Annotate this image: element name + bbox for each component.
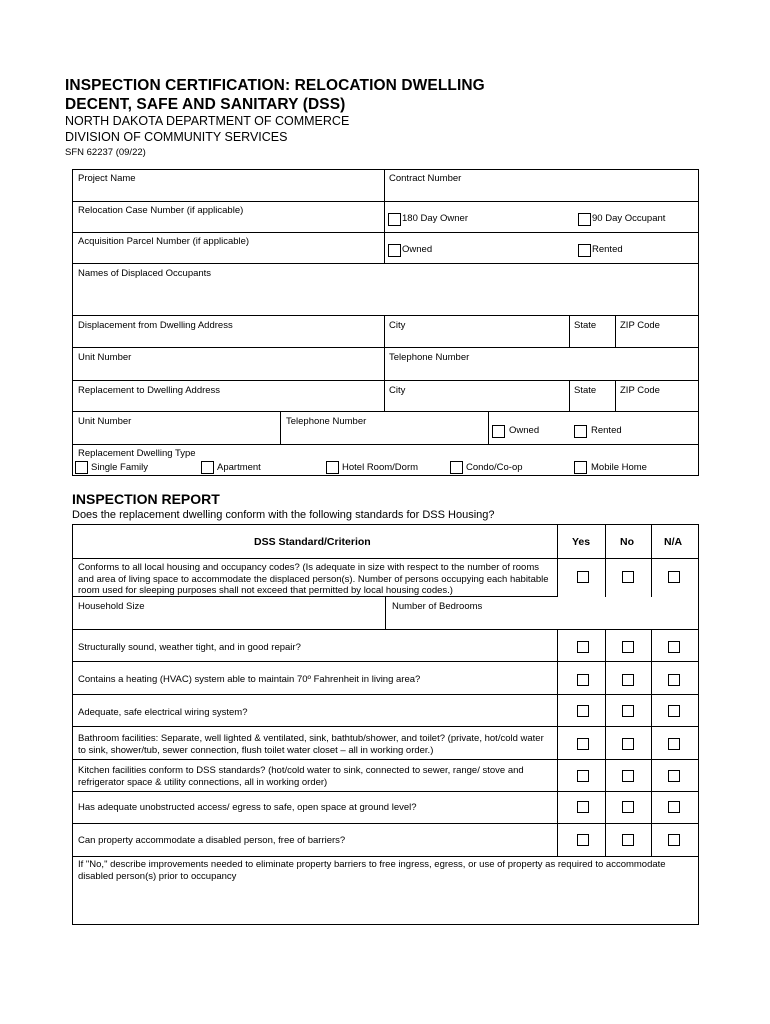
form-title-line1: INSPECTION CERTIFICATION: RELOCATION DWELLING	[65, 77, 485, 94]
na-column-header: N/A	[664, 536, 683, 548]
no-column-header: No	[620, 536, 634, 548]
inspection-report-heading: INSPECTION REPORT	[72, 491, 220, 507]
yes-column-header: Yes	[572, 536, 591, 548]
criterion-kitchen: Kitchen facilities conform to DSS standards? (hot/cold water to sink, connected to sewer, range/ stove and refrigerator space & utility connections, all in working order)	[78, 765, 524, 788]
owned-checkbox[interactable]	[388, 244, 401, 257]
project-name-field[interactable]: Project Name	[78, 173, 136, 184]
barrier-improvements-field[interactable]: If "No," describe improvements needed to eliminate property barriers to free ingress, egress, or use of property as required to accommodate disabled person(s) prior to occupancy	[78, 859, 666, 882]
disabled-yes-checkbox[interactable]	[577, 834, 589, 846]
hotel-room-checkbox[interactable]	[326, 461, 339, 474]
acquisition-parcel-number-field[interactable]: Acquisition Parcel Number (if applicable)	[78, 236, 250, 247]
single-family-checkbox[interactable]	[75, 461, 88, 474]
disabled-na-checkbox[interactable]	[668, 834, 680, 846]
division-name: DIVISION OF COMMUNITY SERVICES	[65, 130, 288, 144]
displacement-address-field[interactable]: Displacement from Dwelling Address	[78, 320, 233, 331]
inspection-question: Does the replacement dwelling conform with the following standards for DSS Housing?	[72, 509, 495, 521]
condo-label: Condo/Co-op	[466, 462, 523, 473]
replacement-state-field[interactable]: State	[574, 385, 597, 396]
local-codes-no-checkbox[interactable]	[622, 571, 634, 583]
form-number: SFN 62237 (09/22)	[65, 147, 146, 158]
criterion-electrical: Adequate, safe electrical wiring system?	[78, 707, 248, 718]
electrical-no-checkbox[interactable]	[622, 705, 634, 717]
rented-checkbox[interactable]	[578, 244, 591, 257]
rented-label: Rented	[592, 244, 623, 255]
telephone-number-field[interactable]: Telephone Number	[389, 352, 470, 363]
replacement-city-field[interactable]: City	[389, 385, 406, 396]
number-of-bedrooms-field[interactable]: Number of Bedrooms	[392, 601, 483, 612]
criterion-structurally-sound: Structurally sound, weather tight, and in good repair?	[78, 642, 301, 653]
owner-180-checkbox[interactable]	[388, 213, 401, 226]
criterion-column-header: DSS Standard/Criterion	[254, 536, 371, 548]
displacement-zip-field[interactable]: ZIP Code	[620, 320, 660, 331]
kitchen-na-checkbox[interactable]	[668, 770, 680, 782]
replacement-telephone-field[interactable]: Telephone Number	[286, 416, 367, 427]
owner-180-label: 180 Day Owner	[402, 213, 469, 224]
replacement-rented-label: Rented	[591, 425, 622, 436]
replacement-owned-label: Owned	[509, 425, 540, 436]
displacement-state-field[interactable]: State	[574, 320, 597, 331]
criterion-local-codes: Conforms to all local housing and occupancy codes? (Is adequate in size with respect to the number of rooms and area of living space to accommodate the displaced person(s). Number of persons occupying each habitable room used for sleeping purposes shall not exceed that permitted by local housing codes.)	[78, 562, 549, 596]
replacement-unit-number-field[interactable]: Unit Number	[78, 416, 132, 427]
single-family-label: Single Family	[91, 462, 149, 473]
mobile-home-label: Mobile Home	[591, 462, 647, 473]
relocation-case-number-field[interactable]: Relocation Case Number (if applicable)	[78, 205, 244, 216]
replacement-rented-checkbox[interactable]	[574, 425, 587, 438]
condo-checkbox[interactable]	[450, 461, 463, 474]
access-yes-checkbox[interactable]	[577, 801, 589, 813]
apartment-label: Apartment	[217, 462, 261, 473]
heating-na-checkbox[interactable]	[668, 674, 680, 686]
occupant-90-label: 90 Day Occupant	[592, 213, 666, 224]
hotel-room-label: Hotel Room/Dorm	[342, 462, 419, 473]
criterion-heating: Contains a heating (HVAC) system able to maintain 70º Fahrenheit in living area?	[78, 674, 421, 685]
occupant-90-checkbox[interactable]	[578, 213, 591, 226]
department-name: NORTH DAKOTA DEPARTMENT OF COMMERCE	[65, 114, 350, 128]
access-no-checkbox[interactable]	[622, 801, 634, 813]
household-size-field[interactable]: Household Size	[78, 601, 145, 612]
form-title-line2: DECENT, SAFE AND SANITARY (DSS)	[65, 96, 346, 113]
electrical-yes-checkbox[interactable]	[577, 705, 589, 717]
criterion-disabled-access: Can property accommodate a disabled person, free of barriers?	[78, 835, 346, 846]
disabled-no-checkbox[interactable]	[622, 834, 634, 846]
heating-yes-checkbox[interactable]	[577, 674, 589, 686]
mobile-home-checkbox[interactable]	[574, 461, 587, 474]
apartment-checkbox[interactable]	[201, 461, 214, 474]
dwelling-type-label: Replacement Dwelling Type	[78, 448, 196, 459]
criterion-bathroom: Bathroom facilities: Separate, well lighted & ventilated, sink, bathtub/shower, and toilet? (private, hot/cold water to sink, shower/tub, sewer connection, flush toilet water closet – all in working order.)	[78, 733, 544, 756]
criterion-access-egress: Has adequate unobstructed access/ egress to safe, open space at ground level?	[78, 802, 417, 813]
bathroom-na-checkbox[interactable]	[668, 738, 680, 750]
bathroom-yes-checkbox[interactable]	[577, 738, 589, 750]
replacement-address-field[interactable]: Replacement to Dwelling Address	[78, 385, 221, 396]
electrical-na-checkbox[interactable]	[668, 705, 680, 717]
structural-yes-checkbox[interactable]	[577, 641, 589, 653]
displaced-occupants-field[interactable]: Names of Displaced Occupants	[78, 268, 212, 279]
access-na-checkbox[interactable]	[668, 801, 680, 813]
kitchen-no-checkbox[interactable]	[622, 770, 634, 782]
local-codes-na-checkbox[interactable]	[668, 571, 680, 583]
owned-label: Owned	[402, 244, 433, 255]
local-codes-yes-checkbox[interactable]	[577, 571, 589, 583]
contract-number-field[interactable]: Contract Number	[389, 173, 462, 184]
replacement-zip-field[interactable]: ZIP Code	[620, 385, 660, 396]
structural-no-checkbox[interactable]	[622, 641, 634, 653]
structural-na-checkbox[interactable]	[668, 641, 680, 653]
replacement-owned-checkbox[interactable]	[492, 425, 505, 438]
kitchen-yes-checkbox[interactable]	[577, 770, 589, 782]
bathroom-no-checkbox[interactable]	[622, 738, 634, 750]
heating-no-checkbox[interactable]	[622, 674, 634, 686]
unit-number-field[interactable]: Unit Number	[78, 352, 132, 363]
displacement-city-field[interactable]: City	[389, 320, 406, 331]
